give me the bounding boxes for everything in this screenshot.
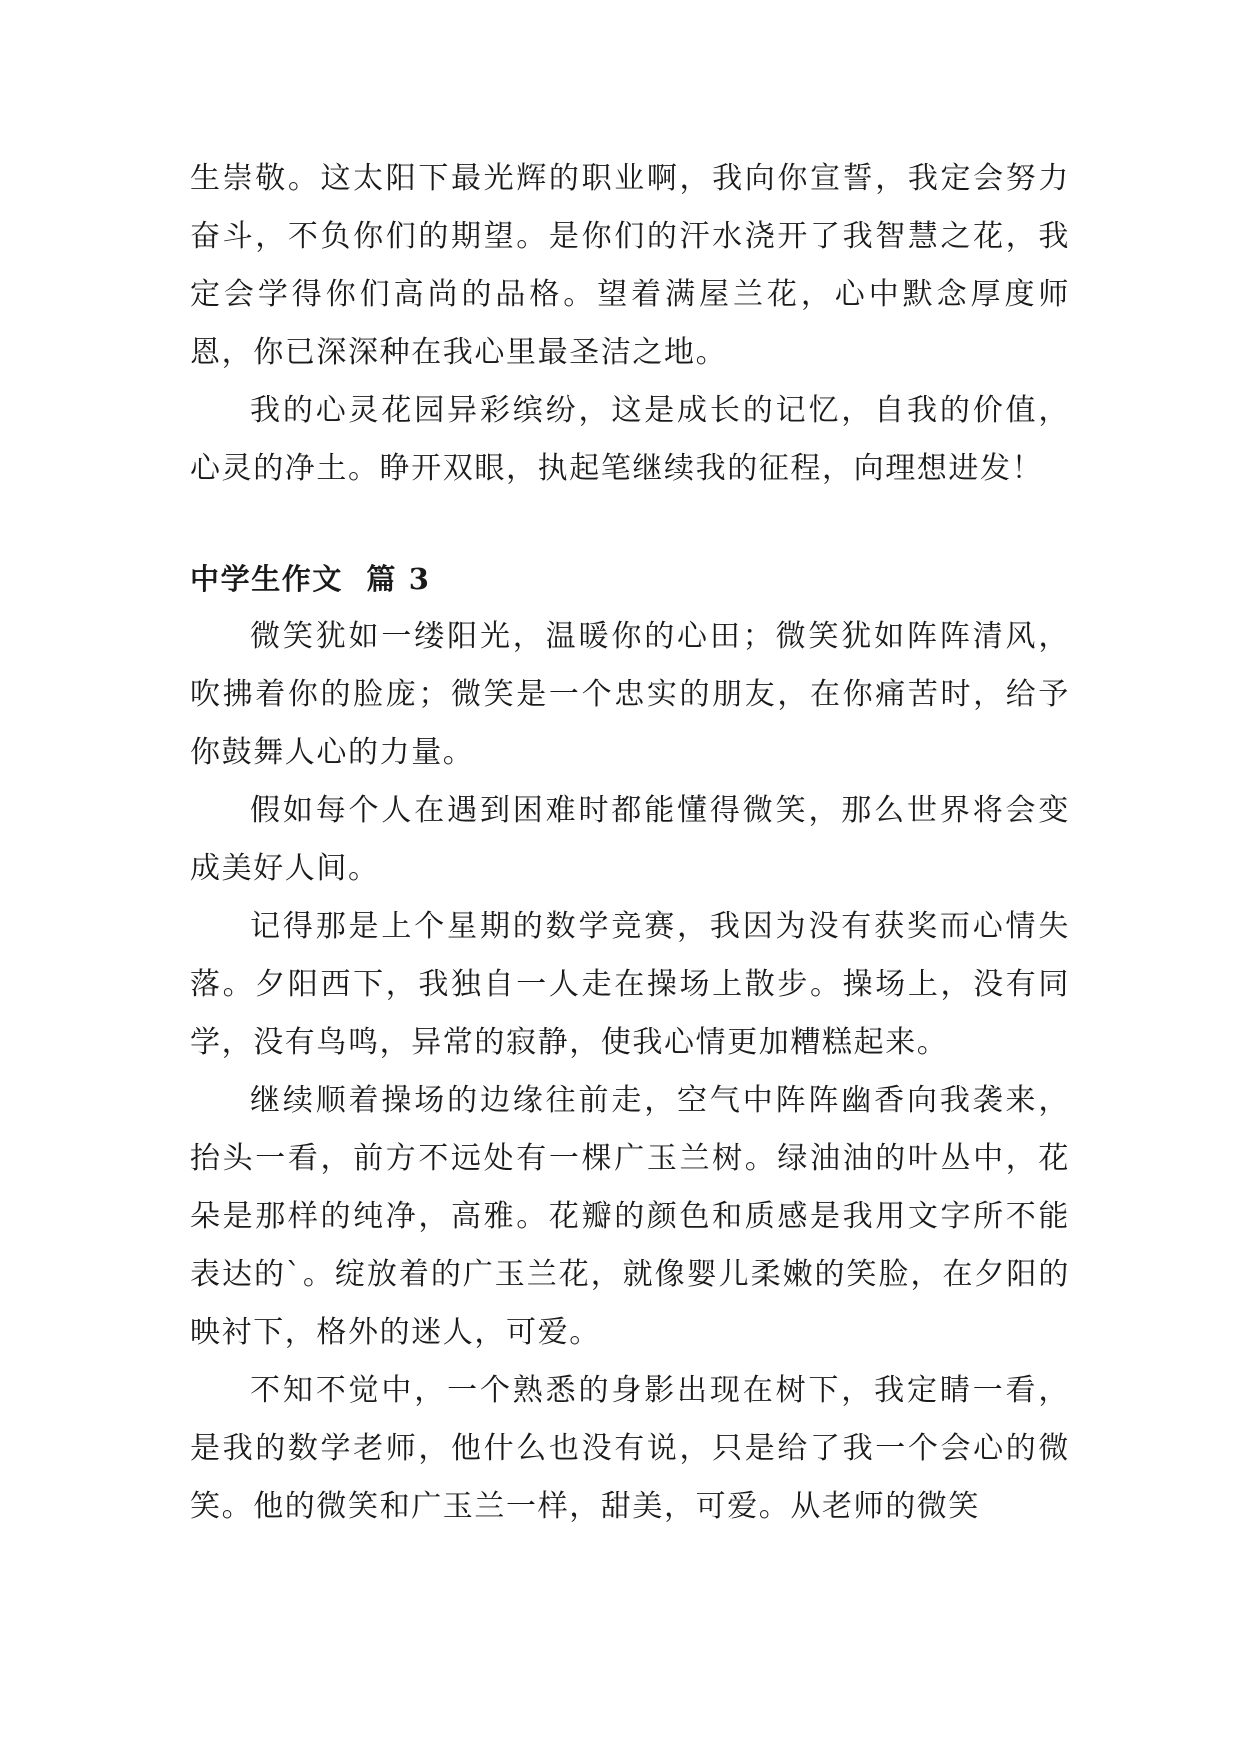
paragraph: 不知不觉中，一个熟悉的身影出现在树下，我定睛一看，是我的数学老师，他什么也没有说，只是给了我一个会心的微笑。他的微笑和广玉兰一样，甜美，可爱。从老师的微笑 [190, 1373, 1070, 1524]
document-page [190, 150, 1070, 1536]
paragraph-continuation: 生崇敬。这太阳下最光辉的职业啊，我向你宣誓，我定会努力奋斗，不负你们的期望。是你们的汗水浇开了我智慧之花，我定会学得你们高尚的品格。望着满屋兰花，心中默念厚度师恩，你已深深种在我心里最圣洁之地。 [190, 161, 1070, 370]
paragraph: 微笑犹如一缕阳光，温暖你的心田；微笑犹如阵阵清风，吹拂着你的脸庞；微笑是一个忠实的朋友，在你痛苦时，给予你鼓舞人心的力量。 [190, 619, 1070, 770]
paragraph: 我的心灵花园异彩缤纷，这是成长的记忆，自我的价值，心灵的净土。睁开双眼，执起笔继续我的征程，向理想进发！ [190, 393, 1070, 486]
paragraph: 假如每个人在遇到困难时都能懂得微笑，那么世界将会变成美好人间。 [190, 793, 1070, 886]
paragraph: 记得那是上个星期的数学竞赛，我因为没有获奖而心情失落。夕阳西下，我独自一人走在操场上散步。操场上，没有同学，没有鸟鸣，异常的寂静，使我心情更加糟糕起来。 [190, 909, 1070, 1060]
section-heading: 中学生作文 篇 3 [190, 562, 431, 596]
paragraph: 继续顺着操场的边缘往前走，空气中阵阵幽香向我袭来，抬头一看，前方不远处有一棵广玉兰树。绿油油的叶丛中，花朵是那样的纯净，高雅。花瓣的颜色和质感是我用文字所不能表达的`。绽放着的广玉兰花，就像婴儿柔嫩的笑脸，在夕阳的映衬下，格外的迷人，可爱。 [190, 1083, 1070, 1350]
